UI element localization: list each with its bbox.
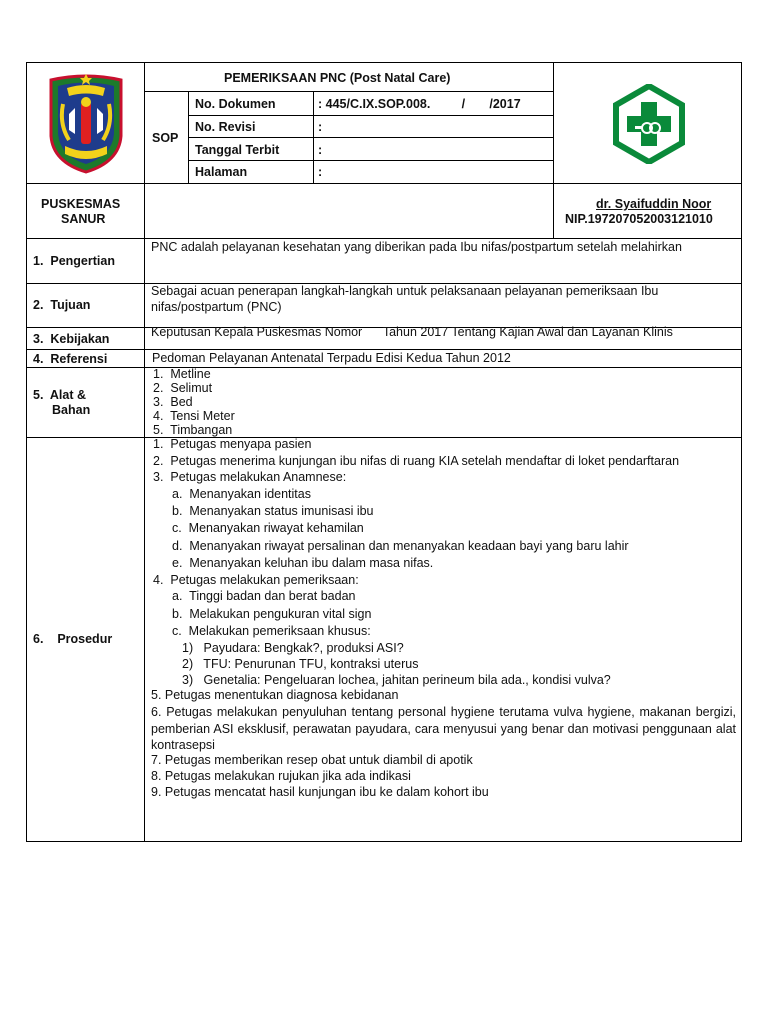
kebijakan-text-cell xyxy=(144,327,742,350)
field-label: Halaman xyxy=(195,165,248,179)
sop-document xyxy=(26,62,742,842)
procedure-step: 1. Petugas menyapa pasien xyxy=(153,437,312,451)
org-cell xyxy=(26,183,145,239)
procedure-substep: c. Menanyakan riwayat kehamilan xyxy=(172,521,364,535)
procedure-substep: d. Menanyakan riwayat persalinan dan menanyakan keadaan bayi yang baru lahir xyxy=(172,539,629,553)
field-label: No. Dokumen xyxy=(195,97,276,111)
referensi-text-cell xyxy=(144,349,742,368)
section-label: 4. Referensi xyxy=(33,352,108,366)
health-logo-cell xyxy=(553,62,742,184)
document-title: PEMERIKSAAN PNC (Post Natal Care) xyxy=(224,71,451,85)
procedure-substep: e. Menanyakan keluhan ibu dalam masa nifas. xyxy=(172,556,434,570)
procedure-step: 5. Petugas menentukan diagnosa kebidanan xyxy=(151,688,399,702)
procedure-step: 2. Petugas menerima kunjungan ibu nifas di ruang KIA setelah mendaftar di loket pendarftaran xyxy=(153,454,680,468)
procedure-step: 4. Petugas melakukan pemeriksaan: xyxy=(153,573,359,587)
procedure-subsubstep: 1) Payudara: Bengkak?, produksi ASI? xyxy=(182,641,404,655)
field-row-revisi-label xyxy=(188,115,314,138)
kebijakan-label-cell xyxy=(26,327,145,350)
prosedur-text-cell xyxy=(144,437,742,842)
tujuan-label-cell xyxy=(26,283,145,328)
section-text: Pedoman Pelayanan Antenatal Terpadu Edisi Kedua Tahun 2012 xyxy=(152,351,511,365)
section-label: 2. Tujuan xyxy=(33,298,91,312)
procedure-step-paragraph: 6. Petugas melakukan penyuluhan tentang personal hygiene terutama vulva hygiene, makanan bergizi, pemberian ASI eksklusif, perawatan payudara, cara menyusui yang benar dan motivasi penggunaan alat kontrasepsi xyxy=(151,705,736,752)
field-label: No. Revisi xyxy=(195,120,256,134)
procedure-substep: a. Menanyakan identitas xyxy=(172,487,311,501)
signer-nip: NIP.197207052003121010 xyxy=(565,212,713,226)
alat-label-cell xyxy=(26,367,145,438)
procedure-substep: c. Melakukan pemeriksaan khusus: xyxy=(172,624,371,638)
list-item: 4. Tensi Meter xyxy=(153,409,235,423)
section-label: 6. Prosedur xyxy=(33,632,113,646)
field-row-dokumen-label xyxy=(188,91,314,116)
field-row-tanggal-value xyxy=(313,137,554,161)
procedure-subsubstep: 3) Genetalia: Pengeluaran lochea, jahitan perineum bila ada., kondisi vulva? xyxy=(182,673,611,687)
org-middle-cell xyxy=(144,183,554,239)
list-item: 2. Selimut xyxy=(153,381,213,395)
field-value: : xyxy=(318,120,323,134)
org-name-line1: PUSKESMAS xyxy=(41,197,121,211)
field-row-halaman-value xyxy=(313,160,554,184)
section-label: 3. Kebijakan xyxy=(33,332,110,346)
procedure-subsubstep: 2) TFU: Penurunan TFU, kontraksi uterus xyxy=(182,657,419,671)
section-text: Keputusan Kepala Puskesmas Nomor Tahun 2017 Tentang Kajian Awal dan Layanan Klinis xyxy=(151,325,673,339)
section-label: 5. Alat & xyxy=(33,388,87,402)
field-row-halaman-label xyxy=(188,160,314,184)
list-item: 3. Bed xyxy=(153,395,193,409)
field-label: Tanggal Terbit xyxy=(195,143,280,157)
pengertian-label-cell xyxy=(26,238,145,284)
alat-list-cell xyxy=(144,367,742,438)
section-text: Sebagai acuan penerapan langkah-langkah untuk pelaksanaan pelayanan pemeriksaan Ibu nifas/postpartum (PNC) xyxy=(151,284,659,314)
referensi-label-cell xyxy=(26,349,145,368)
tujuan-text-cell xyxy=(144,283,742,328)
list-item: 1. Metline xyxy=(153,367,211,381)
procedure-step: 8. Petugas melakukan rujukan jika ada indikasi xyxy=(151,769,411,783)
field-row-dokumen-value xyxy=(313,91,554,116)
procedure-substep: b. Melakukan pengukuran vital sign xyxy=(172,607,372,621)
procedure-step: 7. Petugas memberikan resep obat untuk diambil di apotik xyxy=(151,753,473,767)
regional-emblem-icon xyxy=(45,74,127,174)
procedure-substep: a. Tinggi badan dan berat badan xyxy=(172,589,356,603)
org-name-line2: SANUR xyxy=(61,212,106,226)
signer-cell xyxy=(553,183,742,239)
prosedur-label-cell xyxy=(26,437,145,842)
logo-cell xyxy=(26,62,145,184)
field-row-tanggal-label xyxy=(188,137,314,161)
signer-name: dr. Syaifuddin Noor xyxy=(596,197,712,211)
sop-label: SOP xyxy=(152,131,179,145)
list-item: 5. Timbangan xyxy=(153,423,233,437)
health-cross-icon xyxy=(609,84,689,164)
procedure-step: 9. Petugas mencatat hasil kunjungan ibu ke dalam kohort ibu xyxy=(151,785,489,799)
pengertian-text-cell xyxy=(144,238,742,284)
title-cell xyxy=(144,62,554,92)
sop-label-cell xyxy=(144,91,189,184)
procedure-substep: b. Menanyakan status imunisasi ibu xyxy=(172,504,374,518)
field-value: : xyxy=(318,165,323,179)
section-label: 1. Pengertian xyxy=(33,254,115,268)
field-row-revisi-value xyxy=(313,115,554,138)
field-value: : xyxy=(318,143,323,157)
procedure-step: 3. Petugas melakukan Anamnese: xyxy=(153,470,347,484)
section-text: PNC adalah pelayanan kesehatan yang diberikan pada Ibu nifas/postpartum setelah melahirkan xyxy=(151,240,682,254)
section-label-cont: Bahan xyxy=(52,403,91,417)
field-value: : 445/C.IX.SOP.008. / /2017 xyxy=(318,97,521,111)
